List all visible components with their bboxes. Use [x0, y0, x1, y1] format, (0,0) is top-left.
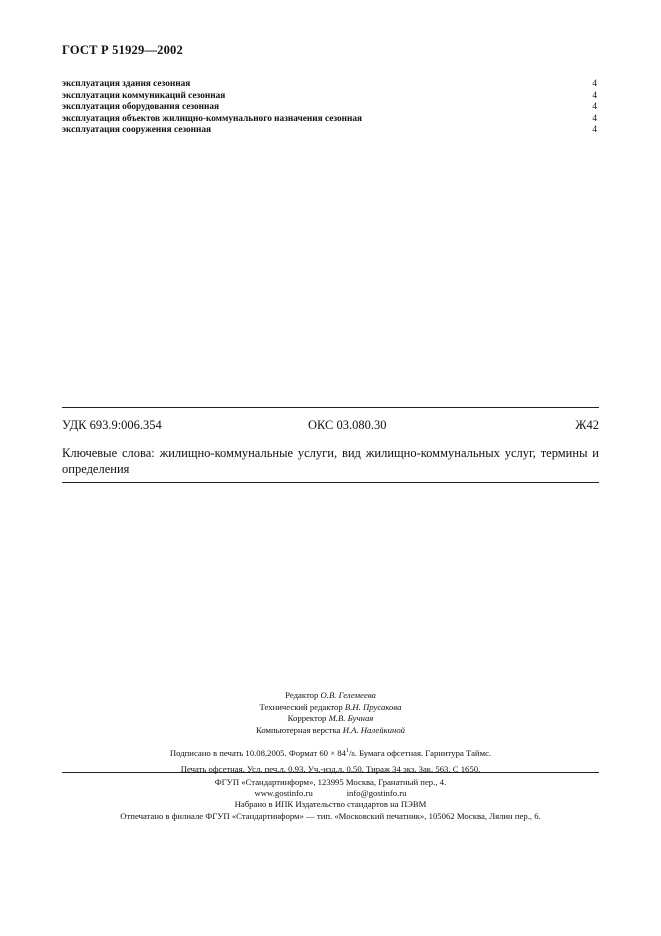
- index-term: эксплуатация коммуникаций сезонная: [62, 90, 226, 101]
- divider-bottom: [62, 772, 599, 773]
- print-text: . Бумага офсетная. Гарнитура Таймс.: [354, 747, 492, 758]
- index-term: эксплуатация сооружения сезонная: [62, 125, 212, 135]
- index-row: [62, 125, 597, 137]
- index-row: [62, 114, 597, 126]
- index-term: эксплуатация оборудования сезонная: [62, 102, 220, 112]
- keywords: Ключевые слова: жилищно-коммунальные услуги, вид жилищно-коммунальных услуг, термины и определения: [62, 446, 599, 476]
- printed-info: Отпечатано в филиале ФГУП «Стандартинформ» — тип. «Московский печатник», 105062 Москва, Лялин пер., 6.: [120, 810, 541, 821]
- divider-top: [62, 407, 599, 408]
- index-term: эксплуатация объектов жилищно-коммунального назначения сезонная: [62, 113, 363, 124]
- print-text: Подписано в печать 10.08.2005. Формат 60 × 84: [169, 747, 346, 758]
- editor-name: В.Н. Прусакова: [344, 701, 402, 712]
- oks-code: ОКС 03.080.30: [308, 418, 387, 432]
- udc-code: УДК 693.9:006.354: [62, 418, 162, 432]
- publisher-address: ФГУП «Стандартинформ», 123995 Москва, Гранатный пер., 4.: [214, 777, 447, 787]
- editor-role: Компьютерная верстка: [255, 724, 341, 735]
- format-sup: 1: [345, 748, 349, 754]
- editor-row: [0, 702, 661, 714]
- index-page: 4: [592, 113, 597, 124]
- index-row: [62, 91, 597, 103]
- index-page: 4: [592, 90, 597, 101]
- format-slash: /: [348, 747, 352, 758]
- print-details-line: Печать офсетная. Усл. печ.л. 0,93. Уч.-изд.л. 0,50. Тираж 34 экз. Зак. 563. С 1650.: [180, 763, 481, 774]
- editor-row: [0, 690, 661, 702]
- document-header: ГОСТ Р 51929—2002: [62, 43, 183, 57]
- group-code: Ж42: [575, 418, 599, 432]
- index-page: 4: [592, 125, 597, 135]
- email-link[interactable]: info@gostinfo.ru: [346, 788, 407, 799]
- term-index: [62, 79, 597, 137]
- publisher-block: [0, 777, 661, 822]
- index-page: 4: [592, 102, 597, 112]
- format-sub: 8: [351, 750, 355, 758]
- editor-role: Технический редактор: [259, 701, 343, 712]
- editor-name: О.В. Гелемеева: [320, 690, 376, 700]
- index-page: 4: [592, 79, 597, 89]
- editor-role: Редактор: [285, 690, 319, 700]
- divider-middle: [62, 482, 599, 483]
- editor-row: [0, 725, 661, 737]
- index-row: [62, 102, 597, 114]
- website-link[interactable]: www.gostinfo.ru: [254, 788, 313, 799]
- publisher-contacts: [0, 788, 661, 799]
- print-details-line: [0, 744, 661, 762]
- editor-name: И.А. Налейкиной: [342, 724, 406, 735]
- typeset-info: Набрано в ИПК Издательство стандартов на ПЭВМ: [234, 799, 427, 810]
- editors-block: [0, 690, 661, 736]
- editor-row: [0, 713, 661, 725]
- index-row: [62, 79, 597, 91]
- editor-role: Корректор: [287, 713, 327, 723]
- editor-name: М.В. Бучная: [328, 713, 374, 723]
- index-term: эксплуатация здания сезонная: [62, 79, 191, 89]
